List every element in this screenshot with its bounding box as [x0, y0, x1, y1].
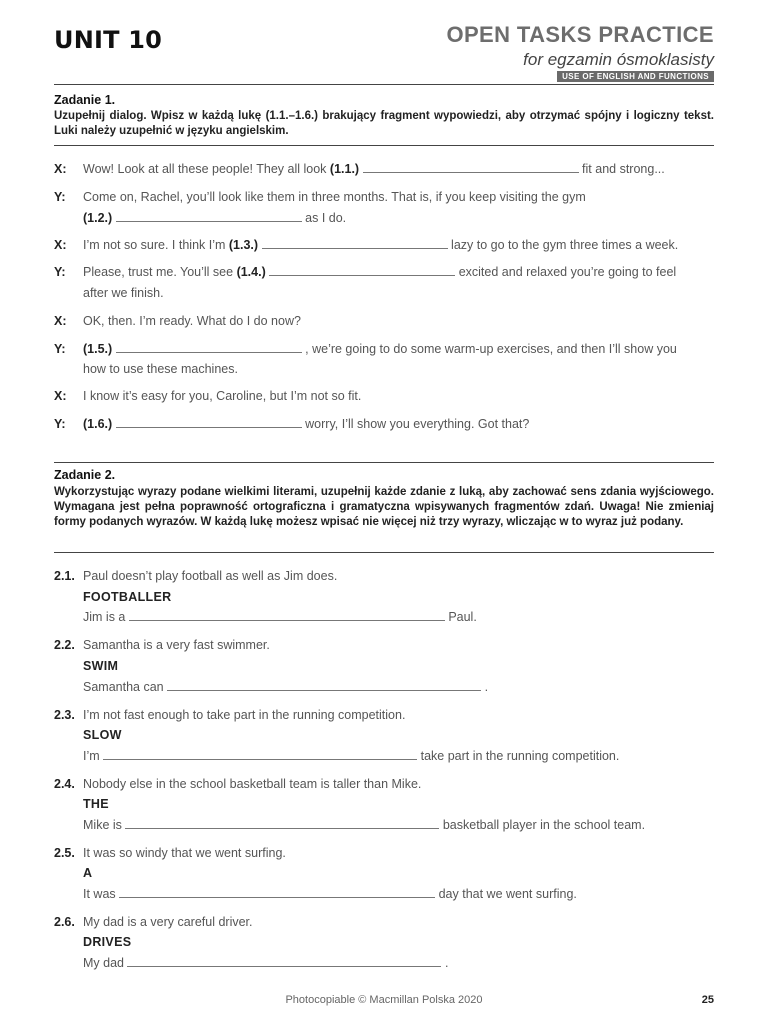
dialogue-line: Come on, Rachel, you’ll look like them in three months. That is, if you keep visiting the gym: [83, 190, 586, 204]
target-sentence: Jim is a Paul.: [83, 610, 477, 624]
dialogue-line: Wow! Look at all these people! They all look (1.1.) fit and strong...: [83, 162, 665, 176]
page-title: OPEN TASKS PRACTICE: [446, 22, 714, 47]
speaker-label: Y:: [54, 417, 66, 431]
keyword: SWIM: [83, 659, 119, 673]
target-sentence: My dad .: [83, 956, 449, 970]
answer-gap[interactable]: [167, 680, 481, 691]
dialogue-line: I’m not so sure. I think I’m (1.3.) lazy to go to the gym three times a week.: [83, 238, 679, 252]
task2-instruction: Wykorzystując wyrazy podane wielkimi literami, uzupełnij każde zdanie z luką, aby zachować sens zdania wyjściowego. Wymagana jest pełna poprawność ortograficzna i gramatyczna wpisywanych fragmentów zdań. Uwaga! Nie zmieniaj formy podanych wyrazów. W każdą lukę możesz wpisać nie więcej niż trzy wyrazy, wliczając w to wyraz już podany.: [54, 486, 714, 528]
answer-gap[interactable]: [119, 887, 435, 898]
gap-number: (1.4.): [236, 265, 266, 279]
copyright-footer: Photocopiable © Macmillan Polska 2020: [285, 994, 483, 1006]
item-number: 2.5.: [54, 846, 75, 860]
answer-gap[interactable]: [116, 342, 302, 353]
target-sentence: Samantha can .: [83, 680, 489, 694]
page-subtitle: for egzamin ósmoklasisty: [523, 50, 714, 69]
source-sentence: Paul doesn’t play football as well as Jim does.: [83, 569, 338, 583]
speaker-label: X:: [54, 162, 67, 176]
task2-title: Zadanie 2.: [54, 468, 116, 482]
target-sentence: It was day that we went surfing.: [83, 887, 577, 901]
speaker-label: Y:: [54, 265, 66, 279]
answer-gap[interactable]: [129, 610, 445, 621]
answer-gap[interactable]: [116, 211, 302, 222]
speaker-label: Y:: [54, 190, 66, 204]
unit-title: UNIT 10: [54, 26, 163, 54]
gap-number: (1.1.): [329, 162, 360, 176]
source-sentence: Samantha is a very fast swimmer.: [83, 638, 270, 652]
answer-gap[interactable]: [127, 956, 441, 967]
source-sentence: It was so windy that we went surfing.: [83, 846, 286, 860]
gap-number: (1.5.): [83, 342, 113, 356]
keyword: A: [83, 866, 93, 880]
item-number: 2.3.: [54, 708, 75, 722]
gap-number: (1.6.): [83, 417, 113, 431]
answer-gap[interactable]: [116, 417, 302, 428]
speaker-label: Y:: [54, 342, 66, 356]
speaker-label: X:: [54, 314, 67, 328]
dialogue-line: Please, trust me. You’ll see (1.4.) excited and relaxed you’re going to feel: [83, 265, 677, 279]
note-label: Uwaga!: [599, 501, 641, 513]
dialogue-line: how to use these machines.: [83, 362, 238, 376]
task1-instruction: Uzupełnij dialog. Wpisz w każdą lukę (1.1.–1.6.) brakujący fragment wypowiedzi, aby otrzymać spójny i logiczny tekst. Luki należy uzupełnić w języku angielskim.: [54, 110, 714, 137]
item-number: 2.2.: [54, 638, 75, 652]
divider: [54, 145, 714, 146]
answer-gap[interactable]: [262, 238, 448, 249]
item-number: 2.4.: [54, 777, 75, 791]
dialogue-line: OK, then. I’m ready. What do I do now?: [83, 314, 301, 328]
keyword: THE: [83, 797, 109, 811]
answer-gap[interactable]: [125, 818, 439, 829]
dialogue-line: (1.6.) worry, I’ll show you everything. Got that?: [83, 417, 530, 431]
dialogue-line: I know it’s easy for you, Caroline, but I’m not so fit.: [83, 389, 362, 403]
gap-number: (1.3.): [228, 238, 259, 252]
keyword: SLOW: [83, 728, 122, 742]
keyword: FOOTBALLER: [83, 590, 172, 604]
dialogue-line: (1.2.) as I do.: [83, 211, 347, 225]
task1-title: Zadanie 1.: [54, 93, 116, 107]
answer-gap[interactable]: [269, 265, 455, 276]
keyword: DRIVES: [83, 935, 132, 949]
speaker-label: X:: [54, 238, 67, 252]
speaker-label: X:: [54, 389, 67, 403]
item-number: 2.6.: [54, 915, 75, 929]
gap-number: (1.2.): [83, 211, 113, 225]
answer-gap[interactable]: [363, 162, 579, 173]
target-sentence: I’m take part in the running competition.: [83, 749, 620, 763]
source-sentence: I’m not fast enough to take part in the running competition.: [83, 708, 406, 722]
dialogue-line: (1.5.) , we’re going to do some warm-up exercises, and then I’ll show you: [83, 342, 677, 356]
target-sentence: Mike is basketball player in the school team.: [83, 818, 646, 832]
answer-gap[interactable]: [103, 749, 417, 760]
divider: [54, 462, 714, 463]
dialogue-line: after we finish.: [83, 286, 164, 300]
divider: [54, 84, 714, 85]
item-number: 2.1.: [54, 569, 75, 583]
source-sentence: Nobody else in the school basketball team is taller than Mike.: [83, 777, 422, 791]
section-badge: USE OF ENGLISH AND FUNCTIONS: [557, 71, 714, 82]
source-sentence: My dad is a very careful driver.: [83, 915, 253, 929]
page-number: 25: [701, 994, 714, 1006]
divider: [54, 552, 714, 553]
